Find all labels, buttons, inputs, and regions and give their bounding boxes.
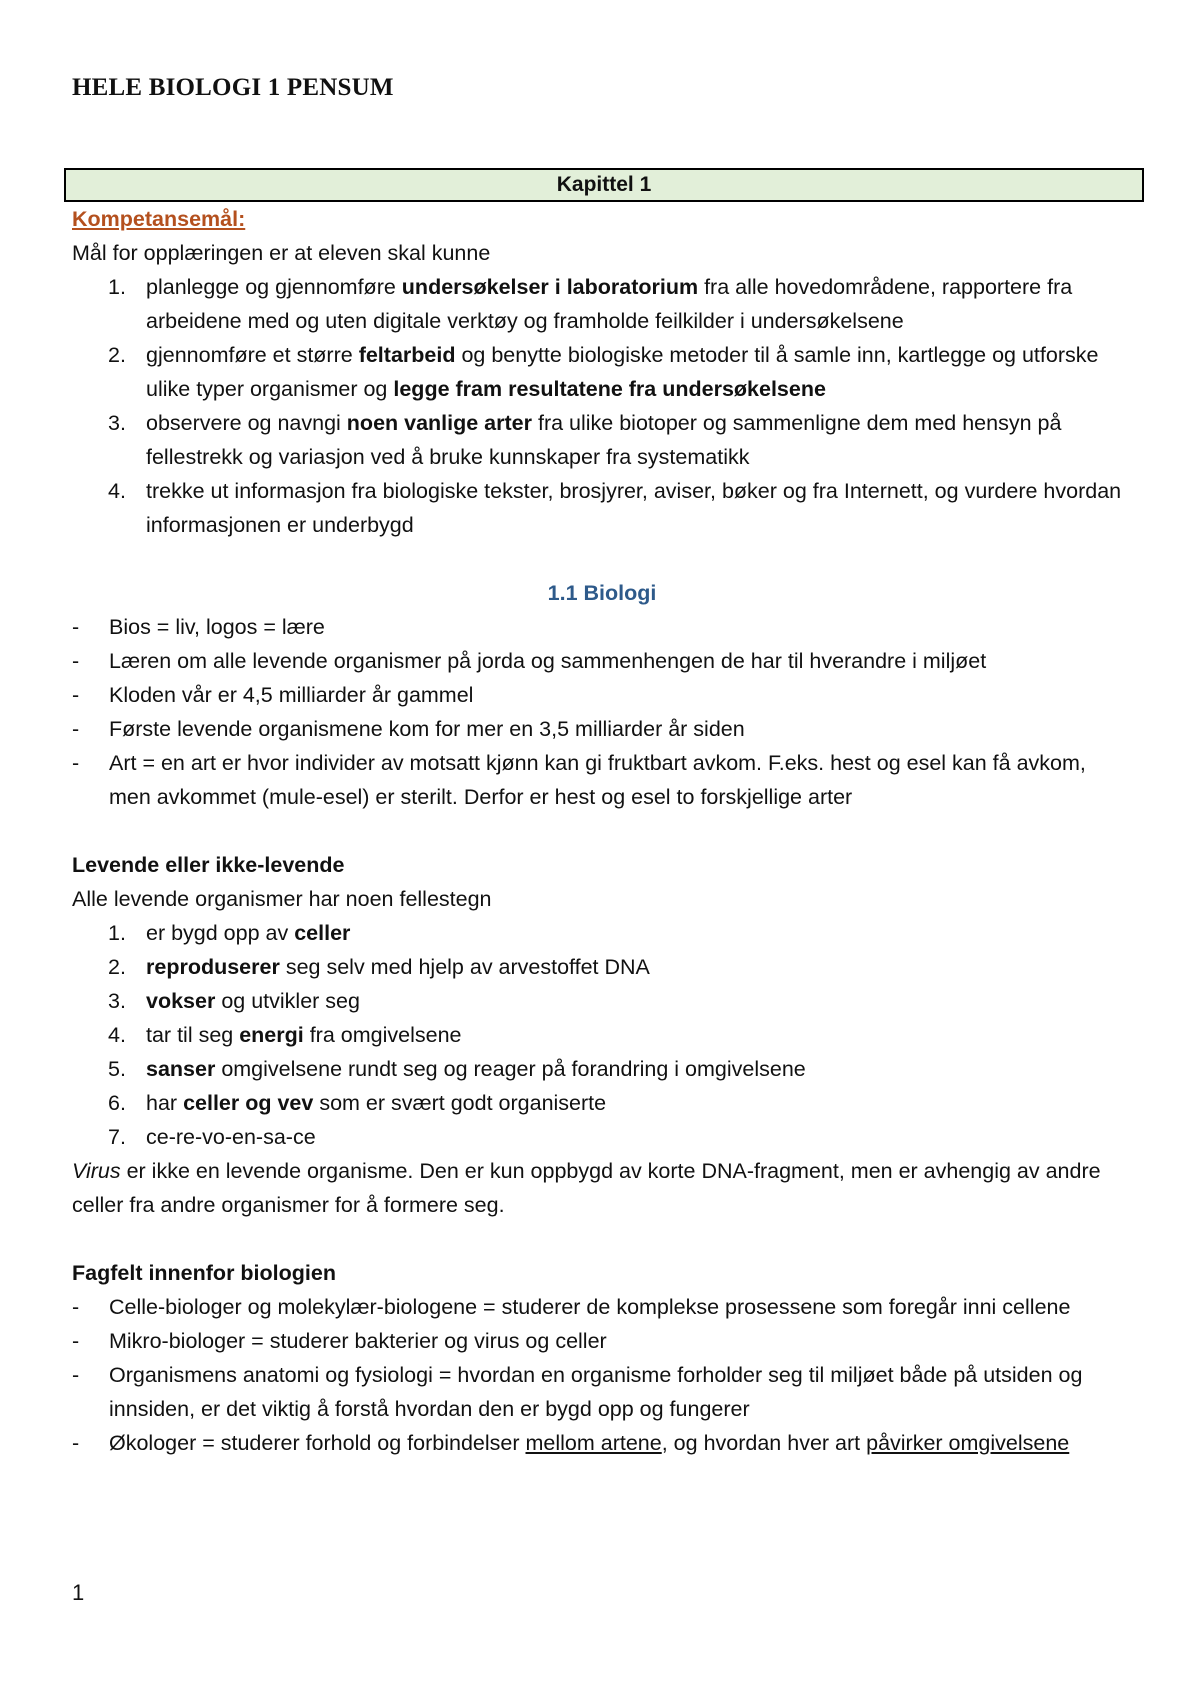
document-body [72, 168, 1132, 1460]
section-title: 1.1 Biologi [547, 581, 657, 605]
list-item: - Celle-biologer og molekylær-biologene = studerer de komplekse prosessene som foregår inni cellene [72, 1295, 1071, 1319]
list-item: 5. sanser omgivelsene rundt seg og reager på forandring i omgivelsene [108, 1057, 806, 1081]
list-item: 3. observere og navngi noen vanlige arter fra ulike biotoper og sammenligne dem med hensyn på fellestrekk og variasjon ved å bruke kunnskaper fra systematikk [108, 411, 1062, 469]
list-item: 1. er bygd opp av celler [108, 921, 351, 945]
competence-heading: Kompetansemål: [72, 207, 246, 231]
list-item: 7. ce-re-vo-en-sa-ce [108, 1125, 316, 1149]
document-title: HELE BIOLOGI 1 PENSUM [72, 74, 394, 101]
fields-heading: Fagfelt innenfor biologien [72, 1261, 336, 1285]
list-item: 6. har celler og vev som er svært godt organiserte [108, 1091, 607, 1115]
page-number: 1 [72, 1580, 85, 1605]
list-item: - Organismens anatomi og fysiologi = hvordan en organisme forholder seg til miljøet både på utsiden og innsiden, er det viktig å forstå hvordan den er bygd opp og fungerer [72, 1363, 1083, 1421]
biology-bullets [72, 610, 1132, 814]
list-item: - Mikro-biologer = studerer bakterier og virus og celler [72, 1329, 607, 1353]
list-item: 2. reproduserer seg selv med hjelp av arvestoffet DNA [108, 955, 650, 979]
list-item: 3. vokser og utvikler seg [108, 989, 360, 1013]
list-item: 2. gjennomføre et større feltarbeid og benytte biologiske metoder til å samle inn, kartlegge og utforske ulike typer organismer og legge fram resultatene fra undersøkelsene [108, 343, 1099, 401]
list-item: - Økologer = studerer forhold og forbindelser mellom artene, og hvordan hver art påvirker omgivelsene [72, 1431, 1070, 1455]
list-item: 1. planlegge og gjennomføre undersøkelser i laboratorium fra alle hovedområdene, rapportere fra arbeidene med og uten digitale verktøy og framholde feilkilder i undersøkelsene [108, 275, 1073, 333]
list-item: - Første levende organismene kom for mer en 3,5 milliarder år siden [72, 717, 745, 741]
living-list [72, 916, 1132, 1154]
list-item: 4. trekke ut informasjon fra biologiske tekster, brosjyrer, aviser, bøker og fra Internett, og vurdere hvordan informasjonen er underbygd [108, 479, 1122, 537]
fields-bullets [72, 1290, 1132, 1460]
list-item: 4. tar til seg energi fra omgivelsene [108, 1023, 462, 1047]
living-heading: Levende eller ikke-levende [72, 853, 345, 877]
virus-paragraph: Virus er ikke en levende organisme. Den er kun oppbygd av korte DNA-fragment, men er avhengig av andre celler fra andre organismer for å formere seg. [72, 1159, 1101, 1217]
list-item: - Bios = liv, logos = lære [72, 615, 325, 639]
living-intro: Alle levende organismer har noen fellestegn [72, 887, 492, 911]
list-item: - Læren om alle levende organismer på jorda og sammenhengen de har til hverandre i miljøet [72, 649, 987, 673]
competence-list [72, 270, 1132, 542]
list-item: - Art = en art er hvor individer av motsatt kjønn kan gi fruktbart avkom. F.eks. hest og esel kan få avkom, men avkommet (mule-esel) er sterilt. Derfor er hest og esel to forskjellige arter [72, 751, 1086, 809]
competence-intro: Mål for opplæringen er at eleven skal kunne [72, 241, 491, 265]
chapter-header: Kapittel 1 [64, 168, 1144, 202]
list-item: - Kloden vår er 4,5 milliarder år gammel [72, 683, 474, 707]
